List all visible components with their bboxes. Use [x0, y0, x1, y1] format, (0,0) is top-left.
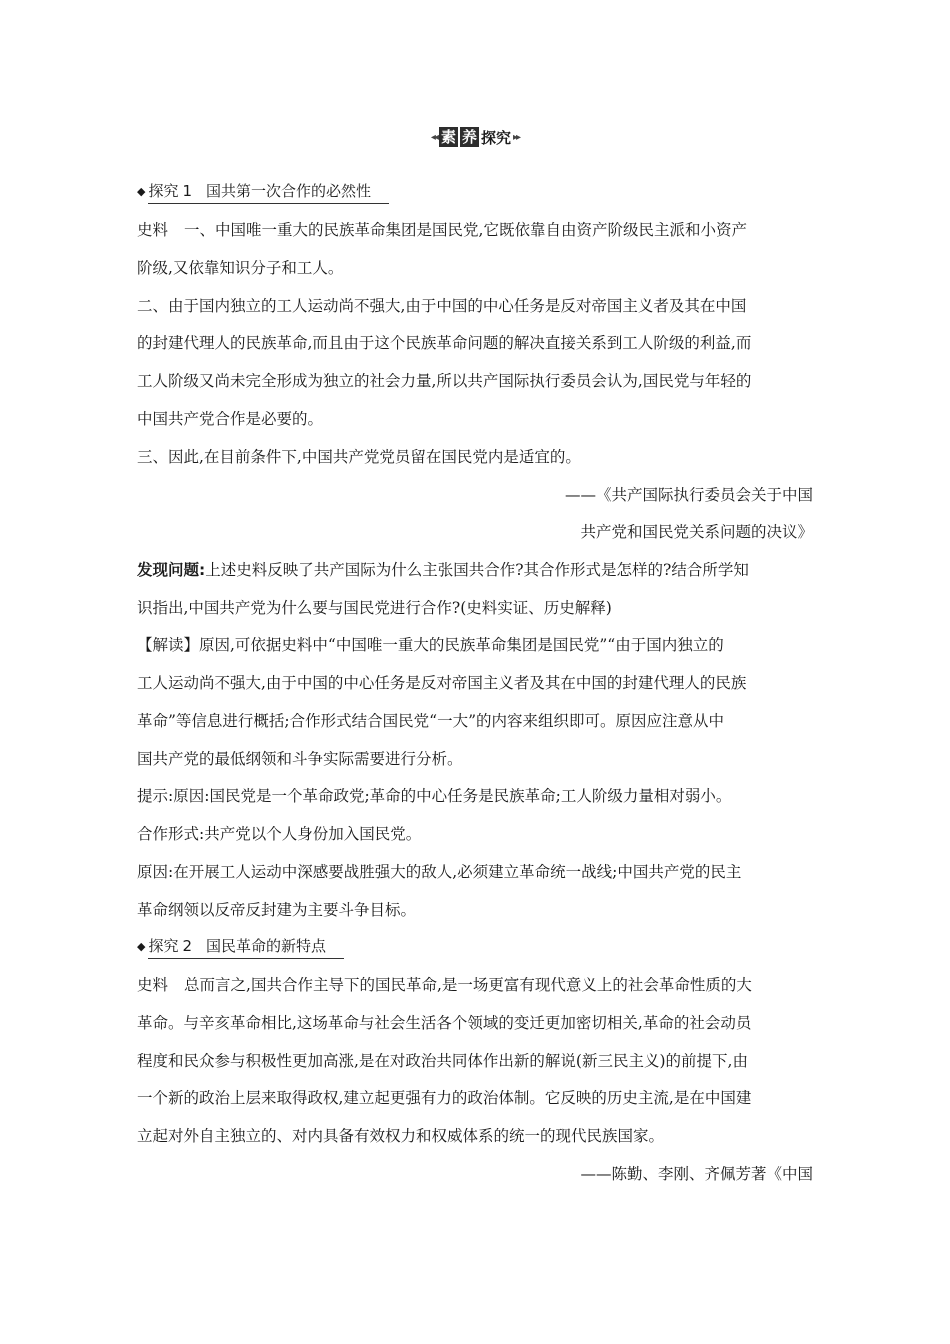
question-label: 发现问题:	[137, 561, 206, 579]
answer-line: 提示:原因:国民党是一个革命政党;革命的中心任务是民族革命;工人阶级力量相对弱小。	[137, 787, 732, 805]
paragraph-line: 阶级,又依靠知识分子和工人。	[137, 259, 344, 277]
banner-deco-left: ◂◂	[430, 131, 437, 143]
question-line: 发现问题:上述史料反映了共产国际为什么主张国共合作?其合作形式是怎样的?结合所学知	[137, 561, 749, 579]
answer-line: 工人运动尚不强大,由于中国的中心任务是反对帝国主义者及其在中国的封建代理人的民族	[137, 674, 747, 692]
question-line: 识指出,中国共产党为什么要与国民党进行合作?(史料实证、历史解释)	[137, 599, 612, 617]
diamond-icon: ◆	[137, 185, 146, 198]
banner-deco-right: ▸▸	[513, 131, 520, 143]
answer-line: 合作形式:共产党以个人身份加入国民党。	[137, 825, 422, 843]
source-citation: ——《共产国际执行委员会关于中国	[564, 486, 813, 504]
paragraph-line: 二、由于国内独立的工人运动尚不强大,由于中国的中心任务是反对帝国主义者及其在中国	[137, 297, 747, 315]
banner-text: 探究	[481, 128, 512, 147]
section-banner	[422, 124, 528, 150]
banner-char-2: 养	[461, 128, 477, 146]
section-heading-1-title: 探究 1 国共第一次合作的必然性	[148, 180, 389, 204]
section-heading-2-title: 探究 2 国民革命的新特点	[148, 935, 344, 959]
answer-line: 原因:在开展工人运动中深感要战胜强大的敌人,必须建立革命统一战线;中国共产党的民主	[137, 863, 742, 881]
answer-line: 革命纲领以反帝反封建为主要斗争目标。	[137, 901, 417, 919]
paragraph-line: 中国共产党合作是必要的。	[137, 410, 324, 428]
diamond-icon: ◆	[137, 940, 146, 953]
source-citation: 共产党和国民党关系问题的决议》	[580, 523, 813, 541]
answer-line: 革命”等信息进行概括;合作形式结合国民党“一大”的内容来组织即可。原因应注意从中	[137, 712, 724, 730]
paragraph-line: 三、因此,在目前条件下,中国共产党党员留在国民党内是适宜的。	[137, 448, 581, 466]
section-heading-2	[137, 935, 344, 959]
answer-line: 国共产党的最低纲领和斗争实际需要进行分析。	[137, 750, 463, 768]
paragraph-line: 的封建代理人的民族革命,而且由于这个民族革命问题的解决直接关系到工人阶级的利益,而	[137, 334, 752, 352]
paragraph-line: 一个新的政治上层来取得政权,建立起更强有力的政治体制。它反映的历史主流,是在中国建	[137, 1089, 752, 1107]
banner-char-1: 素	[440, 128, 456, 146]
paragraph-line: 史料 一、中国唯一重大的民族革命集团是国民党,它既依靠自由资产阶级民主派和小资产	[137, 221, 747, 239]
source-citation: ——陈勤、李刚、齐佩芳著《中国	[580, 1165, 813, 1183]
section-heading-1	[137, 180, 389, 204]
answer-line: 【解读】原因,可依据史料中“中国唯一重大的民族革命集团是国民党”“由于国内独立的	[137, 636, 724, 654]
paragraph-line: 程度和民众参与积极性更加高涨,是在对政治共同体作出新的解说(新三民主义)的前提下,由	[137, 1052, 748, 1070]
paragraph-line: 工人阶级又尚未完全形成为独立的社会力量,所以共产国际执行委员会认为,国民党与年轻的	[137, 372, 752, 390]
paragraph-line: 革命。与辛亥革命相比,这场革命与社会生活各个领域的变迁更加密切相关,革命的社会动员	[137, 1014, 752, 1032]
paragraph-line: 立起对外自主独立的、对内具备有效权力和权威体系的统一的现代民族国家。	[137, 1127, 665, 1145]
paragraph-line: 史料 总而言之,国共合作主导下的国民革命,是一场更富有现代意义上的社会革命性质的大	[137, 976, 752, 994]
